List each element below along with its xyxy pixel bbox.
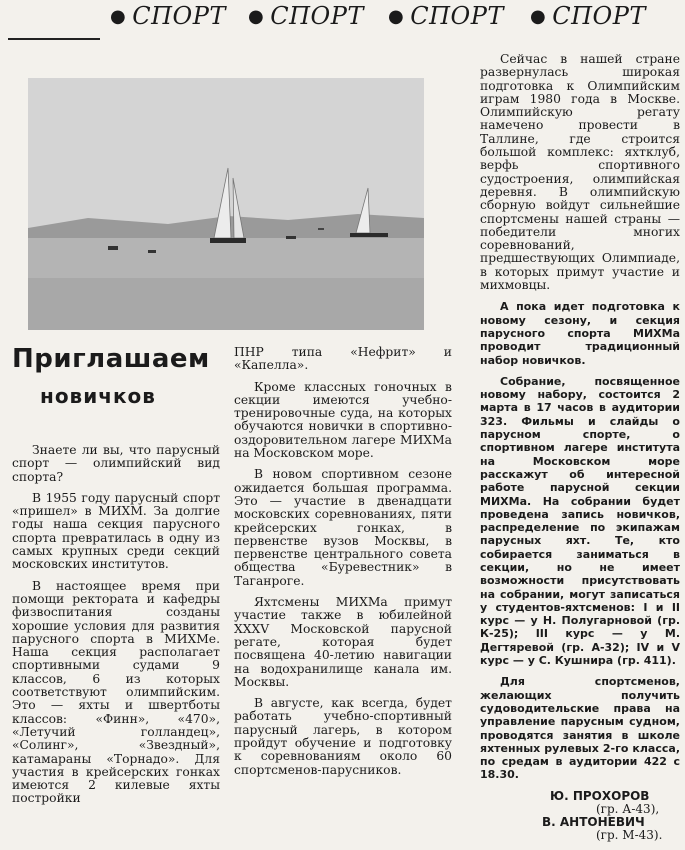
headline-line-2: новичков xyxy=(40,384,156,408)
section-kicker: ● СПОРТ xyxy=(248,2,364,30)
article-headline xyxy=(12,344,222,408)
regatta-illustration xyxy=(28,78,424,330)
paragraph: Знаете ли вы, что парусный спорт — олимпийский вид спорта? xyxy=(12,443,220,484)
author-signature xyxy=(480,790,680,842)
author-group: (гр. А-43), xyxy=(596,801,660,816)
author-name: В. АНТОНЕВИЧ xyxy=(542,814,645,829)
paragraph: Кроме классных гоночных в секции имеются учебно-тренировочные суда, на которых обучаются новички в спортивно-оздоровительном лагере МИХМа на Московском море. xyxy=(234,379,452,461)
bold-paragraph: Собрание, посвященное новому набору, состоится 2 марта в 17 часов в аудитории 323. Фильмы и слайды о парусном спорте, о спортивном лагере института на Московском море расскажут об интересной работе парусной секции МИХМа. На собрании будет проведена запись новичков, распределение по экипажам парусных яхт. Те, кто собирается заниматься в секции, но не имеет возможности присутствовать на собрании, могут записаться у студентов-яхтсменов: I и II курс — у Н. Полугарновой (гр. К-25); III курс — у М. Дегтяревой (гр. А-32); IV и V курс — у С. Кушнира (гр. 411). xyxy=(480,374,680,668)
paragraph: В новом спортивном сезоне ожидается большая программа. Это — участие в двенадцати московских соревнованиях, пяти крейсерских гонках, в первенстве вузов Москвы, в первенстве центрального совета общества «Буревестник» в Таганроге. xyxy=(234,467,452,588)
header-rule xyxy=(8,38,100,40)
section-kicker: ● СПОРТ xyxy=(530,2,646,30)
paragraph: ПНР типа «Нефрит» и «Капелла». xyxy=(234,345,452,373)
section-kicker: ● СПОРТ xyxy=(110,2,226,30)
paragraph: В 1955 году парусный спорт «пришел» в МИХМ. За долгие годы наша секция парусного спорта превратилась в одну из самых крупных среди секций московских институтов. xyxy=(12,490,220,572)
article-column-3 xyxy=(480,53,680,850)
article-column-1 xyxy=(12,444,220,814)
sailing-regatta-photo xyxy=(28,78,424,330)
headline-line-1: Приглашаем xyxy=(12,344,210,374)
section-header xyxy=(0,0,685,40)
author-name: Ю. ПРОХОРОВ xyxy=(550,788,650,803)
bold-paragraph: Для спортсменов, желающих получить судоводительские права на управление парусным судном, проводятся занятия в школе яхтенных рулевых 2-го класса, по средам в аудитории 422 с 18.30. xyxy=(480,675,680,782)
section-kicker: ● СПОРТ xyxy=(388,2,504,30)
article-column-2 xyxy=(234,346,452,785)
author-group: (гр. М-43). xyxy=(596,827,663,842)
paragraph: Яхтсмены МИХМа примут участие также в юбилейной XXXV Московской парусной регате, которая будет посвящена 40-летию навигации на водохранилище канала им. Москвы. xyxy=(234,595,452,689)
paragraph: Сейчас в нашей стране развернулась широкая подготовка к Олимпийским играм 1980 года в Москве. Олимпийскую регату намечено провести в Таллине, где строится большой комплекс: яхтклуб, верфь спортивного судостроения, олимпийская деревня. В олимпийскую сборную войдут сильнейшие спортсмены нашей страны — победители многих соревнований, предшествующих Олимпиаде, в которых примут участие и михмовцы. xyxy=(480,52,680,293)
paragraph: В августе, как всегда, будет работать учебно-спортивный парусный лагерь, в котором пройдут обучение и подготовку к соревнованиям около 60 спортсменов-парусников. xyxy=(234,696,452,777)
bold-paragraph: А пока идет подготовка к новому сезону, и секция парусного спорта МИХМа проводит традиционный набор новичков. xyxy=(480,300,680,367)
paragraph: В настоящее время при помощи ректората и кафедры физвоспитания созданы хорошие условия для развития парусного спорта в МИХМе. Наша секция располагает спортивными судами 9 классов, 6 из которых соответствуют олимпийским. Это — яхты и швертботы классов: «Финн», «470», «Летучий голландец», «Солинг», «Звездный», катамараны «Торнадо». Для участия в крейсерских гонках имеются 2 килевые яхты постройки xyxy=(12,578,220,806)
